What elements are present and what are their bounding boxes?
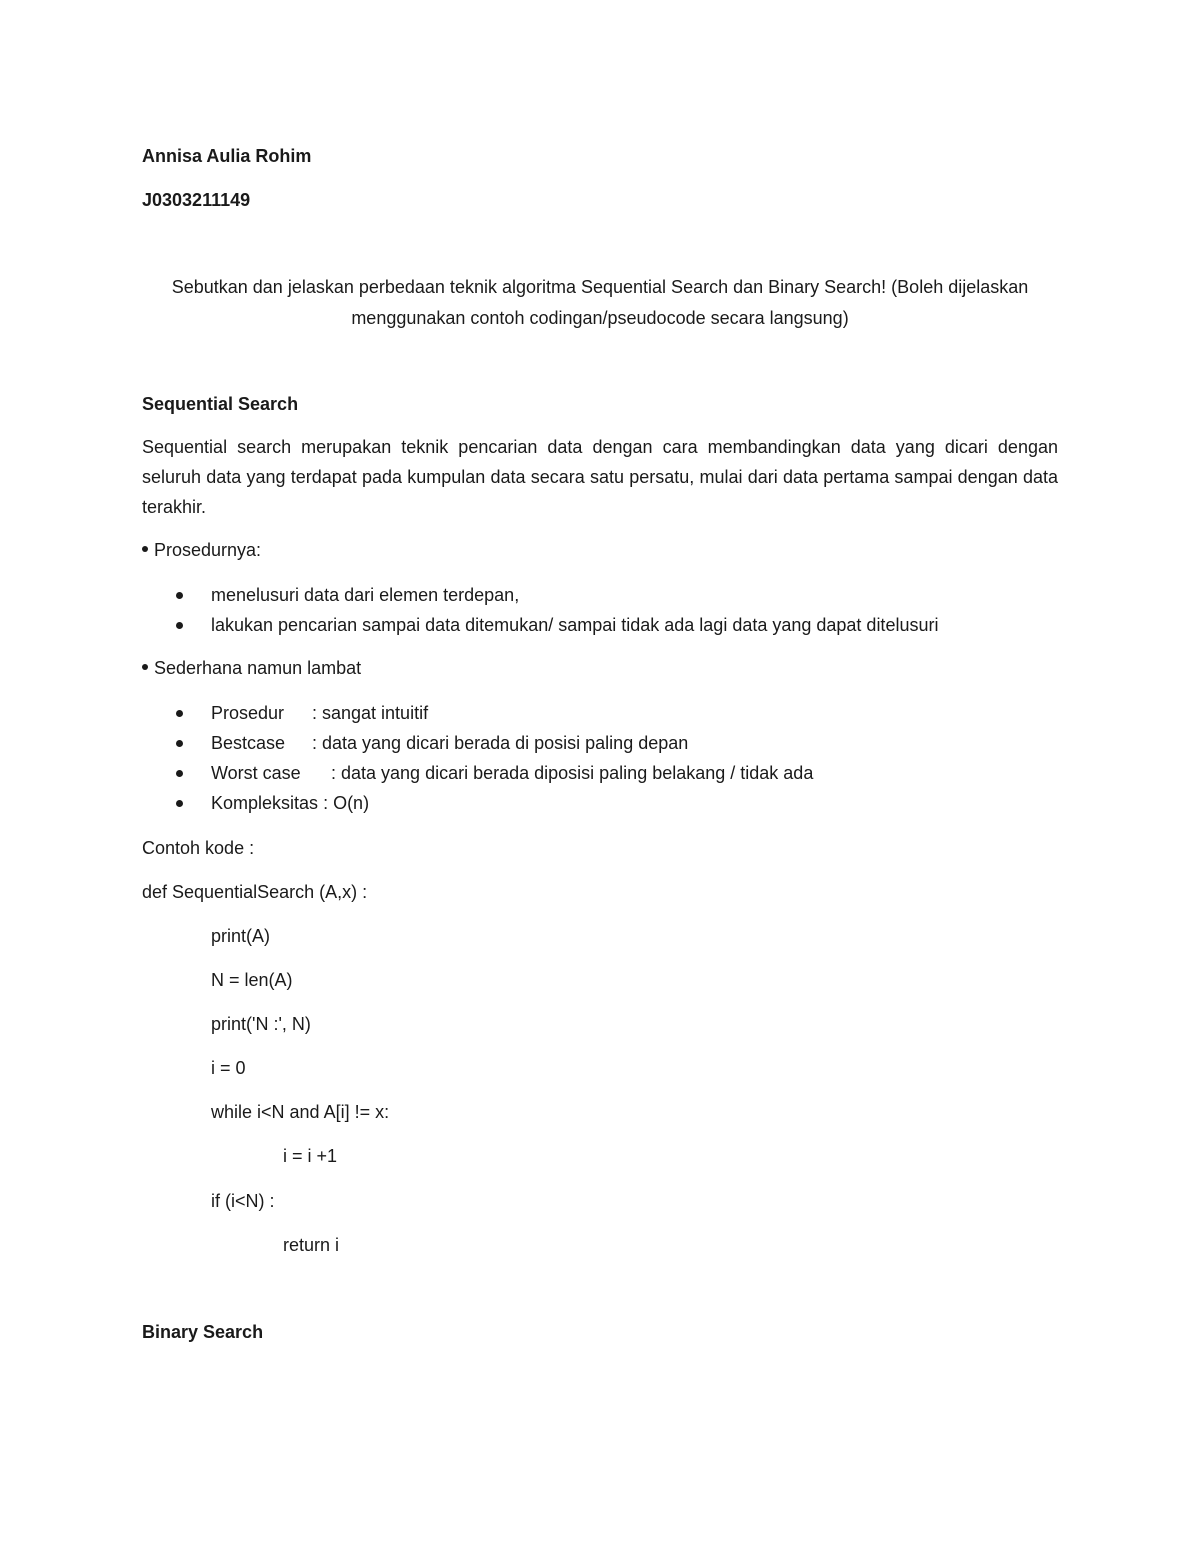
procedure-label: Prosedurnya: — [154, 540, 262, 560]
bullet-icon — [176, 622, 183, 629]
property-key: Worst case — [211, 763, 301, 783]
bullet-icon — [176, 740, 183, 747]
bullet-dot-icon — [142, 664, 148, 670]
code-line: if (i<N) : — [211, 1191, 275, 1211]
bullet-icon — [176, 592, 183, 599]
author-name: Annisa Aulia Rohim — [142, 146, 312, 166]
list-item-text: menelusuri data dari elemen terdepan, — [211, 585, 520, 605]
student-id: J0303211149 — [142, 190, 251, 210]
list-item-text: lakukan pencarian sampai data ditemukan/ sampai tidak ada lagi data yang dapat ditelusuri — [211, 615, 939, 635]
property-value: : sangat intuitif — [312, 703, 429, 723]
sequential-description: Sequential search merupakan teknik pencarian data dengan cara membandingkan data yang dicari dengan seluruh data yang terdapat pada kumpulan data secara satu persatu, mulai dari data pertama sampai dengan data terakhir. — [142, 437, 1058, 517]
bullet-icon — [176, 770, 183, 777]
code-label: Contoh kode : — [142, 838, 255, 858]
property-key: Bestcase — [211, 733, 286, 753]
code-line: return i — [283, 1235, 340, 1255]
property-value: : O(n) — [323, 793, 370, 813]
simple-label: Sederhana namun lambat — [154, 658, 362, 678]
property-value: : data yang dicari berada diposisi paling belakang / tidak ada — [331, 763, 814, 783]
property-key: Prosedur — [211, 703, 285, 723]
question-text: Sebutkan dan jelaskan perbedaan teknik algoritma Sequential Search dan Binary Search! (Boleh dijelaskan menggunakan contoh codingan/pseudocode secara langsung) — [171, 277, 1029, 328]
sequential-heading: Sequential Search — [142, 394, 299, 414]
code-line: i = i +1 — [283, 1146, 338, 1166]
code-line: N = len(A) — [211, 970, 293, 990]
binary-heading: Binary Search — [142, 1322, 264, 1342]
code-line: print('N :', N) — [211, 1014, 311, 1034]
simple-label-row — [142, 657, 361, 679]
bullet-icon — [176, 710, 183, 717]
bullet-icon — [176, 800, 183, 807]
code-line: i = 0 — [211, 1058, 246, 1078]
procedure-label-row — [142, 539, 261, 561]
property-value: : data yang dicari berada di posisi paling depan — [312, 733, 689, 753]
property-key: Kompleksitas — [211, 793, 319, 813]
code-line: print(A) — [211, 926, 271, 946]
bullet-dot-icon — [142, 546, 148, 552]
code-line: def SequentialSearch (A,x) : — [142, 882, 368, 902]
code-line: while i<N and A[i] != x: — [211, 1102, 390, 1122]
